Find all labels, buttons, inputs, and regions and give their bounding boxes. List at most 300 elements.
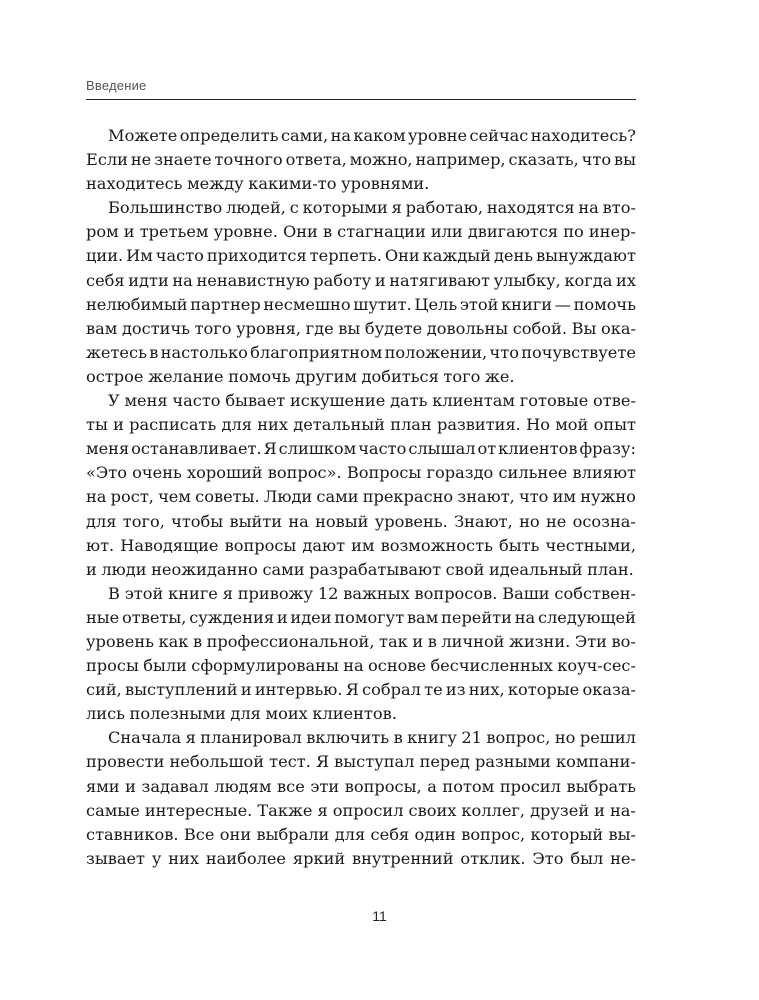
text-line [86,244,636,268]
word: им [351,535,375,555]
word: так [379,631,408,651]
word: находитесь [86,174,183,194]
word: жизни. [509,631,571,651]
word: уровень [86,631,154,651]
text-line [86,148,636,172]
word: суждения [189,607,275,627]
word: идеальный [488,559,583,579]
word: у [151,848,162,868]
word: можно, [349,150,413,170]
word: знаете [154,150,212,170]
word: положении, [384,342,488,362]
word: в [149,342,159,362]
word: для [221,415,253,435]
word: провести [86,752,165,772]
word: лись [86,704,125,724]
word: как [158,631,189,651]
word: острое [86,366,144,386]
word: помогут [334,607,405,627]
word: и [113,415,124,435]
page-number: 11 [372,908,387,924]
word: один [414,824,456,844]
word: план [390,415,432,435]
word: клиентов [498,439,578,459]
word: другим [295,366,357,386]
word: искушение [290,391,386,411]
word: возможность [380,535,493,555]
word: улыбку, [493,270,561,290]
word: терпеть. [309,246,382,266]
word: все [277,776,305,796]
word: своих [408,800,457,820]
text-line [86,534,636,558]
text-line [86,389,636,413]
word: книги [501,294,553,314]
word: часто [172,391,221,411]
word: просы [86,656,139,676]
word: что [489,342,519,362]
word: на [288,511,309,531]
word: дают [302,535,346,555]
word: коллег, [461,800,526,820]
word: на [578,198,599,218]
word: перейти [441,607,512,627]
word: Эти [574,631,607,651]
word: находятся [486,198,575,218]
word: полезными [129,704,226,724]
word: «Это [86,463,127,483]
word: сформулированы [191,656,339,676]
word: инер- [588,222,636,242]
running-head-title: Введение [86,78,147,93]
text-line [86,269,636,293]
word: коуч-сес- [557,656,636,676]
text-line [86,124,636,148]
word: внутренний [352,848,454,868]
word: где [305,318,334,338]
word: например, [415,150,506,170]
word: нелюбимый [86,294,188,314]
text-line [86,485,636,509]
word: ром [86,222,119,242]
word: вопрос, [461,824,526,844]
word: друзей [530,800,590,820]
word: собой. [512,318,567,338]
word: зывает [86,848,146,868]
word: шутит. [353,294,412,314]
word: новый [315,511,369,531]
word: Им [126,246,153,266]
text-line [86,582,636,606]
word: им [552,487,576,507]
word: с [289,198,299,218]
word: вопросы [224,535,297,555]
word: наиболее [205,848,287,868]
word: планировал [200,728,302,748]
word: Я [315,752,330,772]
word: и [240,680,252,700]
word: для [86,511,117,531]
word: во- [611,631,636,651]
word: натягивают [389,270,490,290]
word: Но [526,415,550,435]
word: сами, [280,126,329,145]
word: часто [155,246,204,266]
text-line [86,630,636,654]
word: вопросов. [414,583,498,603]
word: или [430,222,463,242]
word: вам [406,607,439,627]
word: ты [86,415,108,435]
word: в [322,222,333,242]
word: расписать [129,415,217,435]
word: фразу: [579,439,636,459]
word: для [230,704,261,724]
word: них, [468,680,505,700]
word: книге [168,583,218,603]
word: разрабатывают [309,559,442,579]
word: между [187,174,244,194]
word: интервью. [254,680,343,700]
word: собрал [362,680,421,700]
word: этой [459,294,499,314]
word: выступлений [125,680,238,700]
word: компани- [555,752,636,772]
word: опыт [593,415,636,435]
word: опросил [332,800,404,820]
word: стагнации [337,222,426,242]
word: собствен- [554,583,636,603]
word: останавливает. [131,439,262,459]
word: людей, [226,198,286,218]
word: уровне [408,126,468,145]
text-line [86,341,636,365]
word: Они [282,222,318,242]
word: благоприятном [250,342,383,362]
word: на [514,607,536,627]
word: Если [86,150,128,170]
word: влияют [572,463,636,483]
text-line [86,293,636,317]
word: Вы [571,318,597,338]
word: Вопросы [346,463,422,483]
word: личной [441,631,505,651]
word: нужно [580,487,636,507]
word: не- [610,848,636,868]
word: них [257,415,288,435]
text-line [86,196,636,220]
word: ют. [86,535,115,555]
word: люди [101,559,147,579]
word: что [519,487,549,507]
word: вынуждают [536,246,636,266]
word: и [86,559,97,579]
word: основе [368,656,427,676]
word: задавал [141,776,209,796]
text-line [86,606,636,630]
word: ответы, [122,607,187,627]
word: выступал [334,752,415,772]
word: идти [128,270,169,290]
word: не [130,150,152,170]
text-line [86,317,636,341]
word: Я [263,439,277,459]
word: решил [579,728,636,748]
word: Все [183,824,215,844]
word: чтобы [171,511,224,531]
word: ока- [600,318,636,338]
word: по [563,222,584,242]
word: идеи [290,607,332,627]
word: небольшой [169,752,265,772]
word: яркий [292,848,346,868]
word: ные [86,607,120,627]
word: когда [564,270,613,290]
word: уровнями. [341,174,430,194]
word: честными, [545,535,636,555]
word: себя [86,270,125,290]
word: помочь [573,294,636,314]
word: очень [132,463,182,483]
word: тест. [269,752,311,772]
word: неожиданно [151,559,258,579]
word: который [530,824,604,844]
word: отве- [593,391,636,411]
word: того [443,366,481,386]
word: книгу [407,728,457,748]
word: Знают, [454,511,513,531]
word: развития. [436,415,521,435]
word: перед [419,752,470,772]
text-line [86,799,636,823]
word: того [194,318,232,338]
word: вопрос». [267,463,342,483]
word: свой [445,559,485,579]
word: на [86,487,107,507]
word: потом [442,776,495,796]
word: знают, [457,487,515,507]
word: желание [148,366,224,386]
word: сами [316,487,359,507]
word: самые [86,800,140,820]
word: мой [555,415,589,435]
word: детальный [293,415,385,435]
word: и [412,631,424,651]
word: того, [122,511,165,531]
word: Можете [108,126,178,145]
word: которые [507,680,580,700]
word: на- [609,800,636,820]
text-line [86,413,636,437]
word: следующей [537,607,636,627]
word: и [276,607,288,627]
word: Я [345,680,359,700]
word: они [219,824,252,844]
word: Наводящие [120,535,219,555]
word: интересные. [144,800,253,820]
word: приходится [206,246,307,266]
word: Ваши [502,583,550,603]
word: ответа, [285,150,347,170]
word: вам [86,318,118,338]
word: — [554,294,571,314]
text-line [86,775,636,799]
word: людям [214,776,272,796]
word: ции. [86,246,124,266]
word: план. [587,559,634,579]
word: просил [499,776,561,796]
word: сейчас [469,126,529,145]
word: Большинство [108,198,223,218]
word: что [581,150,612,170]
word: меня [124,391,168,411]
word: себя [370,824,410,844]
word: и [125,776,136,796]
word: отклик. [460,848,526,868]
word: из [445,680,466,700]
word: я [185,728,196,748]
word: выбрали [256,824,330,844]
text-line [86,220,636,244]
word: каком [353,126,406,145]
text-line [86,750,636,774]
header-rule [86,99,636,100]
word: двигаются [467,222,559,242]
word: те [424,680,443,700]
word: почувствуете [521,342,636,362]
word: выбрать [566,776,636,796]
word: оказа- [582,680,636,700]
word: дать [390,391,428,411]
word: ненавистную [196,270,310,290]
word: 12 [317,583,339,603]
word: какими-то [248,174,337,194]
word: клиентам [432,391,515,411]
word: а [427,776,437,796]
word: чем [158,487,191,507]
word: У [108,391,120,411]
word: которыми [302,198,388,218]
text-line [86,823,636,847]
text-line [86,847,636,871]
word: вы [338,318,361,338]
text-line [86,437,636,461]
word: и [123,222,135,242]
word: Цель [414,294,458,314]
word: несмешно [263,294,351,314]
word: готовые [519,391,589,411]
word: Также [257,800,313,820]
word: работу [313,270,372,290]
word: вопрос, [486,728,551,748]
word: вы [613,150,636,170]
text-line [86,510,636,534]
word: важных [343,583,410,603]
word: я [391,198,402,218]
word: точного [214,150,283,170]
word: осозна- [572,511,636,531]
word: я [317,800,328,820]
word: них [168,848,199,868]
text-line [86,678,636,702]
word: настолько [160,342,248,362]
word: определить [179,126,279,145]
word: моих [265,704,308,724]
word: и [594,800,605,820]
word: привожу [237,583,313,603]
word: сказать, [508,150,579,170]
word: их [616,270,636,290]
text-line [86,558,636,582]
word: добиться [361,366,439,386]
word: на [172,270,193,290]
word: будете [364,318,423,338]
word: партнер [190,294,261,314]
word: быть [498,535,540,555]
body-text [86,124,636,871]
word: включить [306,728,390,748]
word: хороший [186,463,263,483]
word: каждый [422,246,491,266]
word: я [222,583,233,603]
word: часто [358,439,407,459]
word: разными [474,752,551,772]
word: сами [262,559,305,579]
word: уровень. [374,511,448,531]
text-line [86,654,636,678]
word: но [519,511,540,531]
word: помочь [228,366,291,386]
word: находитесь? [530,126,636,145]
word: бесчисленных [430,656,553,676]
word: слишком [278,439,357,459]
word: рост, [110,487,154,507]
word: слышал [408,439,476,459]
word: в [427,631,437,651]
word: вы- [608,824,636,844]
word: сий, [86,680,122,700]
word: в [192,631,203,651]
word: достичь [121,318,190,338]
word: от [477,439,497,459]
word: выйти [229,511,283,531]
word: Сначала [108,728,182,748]
text-line [86,172,636,196]
word: меня [86,439,130,459]
word: ями [86,776,120,796]
word: вто- [602,198,636,218]
word: В [108,583,120,603]
word: и [374,270,386,290]
word: Они [384,246,420,266]
word: в [393,728,403,748]
word: 21 [461,728,482,748]
text-line [86,365,636,389]
word: ставников. [86,824,179,844]
word: клиентов. [312,704,397,724]
word: были [143,656,187,676]
word: уровня, [236,318,302,338]
word: для [334,824,366,844]
word: бывает [225,391,286,411]
word: работаю, [405,198,484,218]
word: прекрасно [362,487,454,507]
text-line [86,461,636,485]
word: профессиональной, [206,631,375,651]
text-line [86,726,636,750]
word: этой [124,583,164,603]
word: жетесь [86,342,147,362]
